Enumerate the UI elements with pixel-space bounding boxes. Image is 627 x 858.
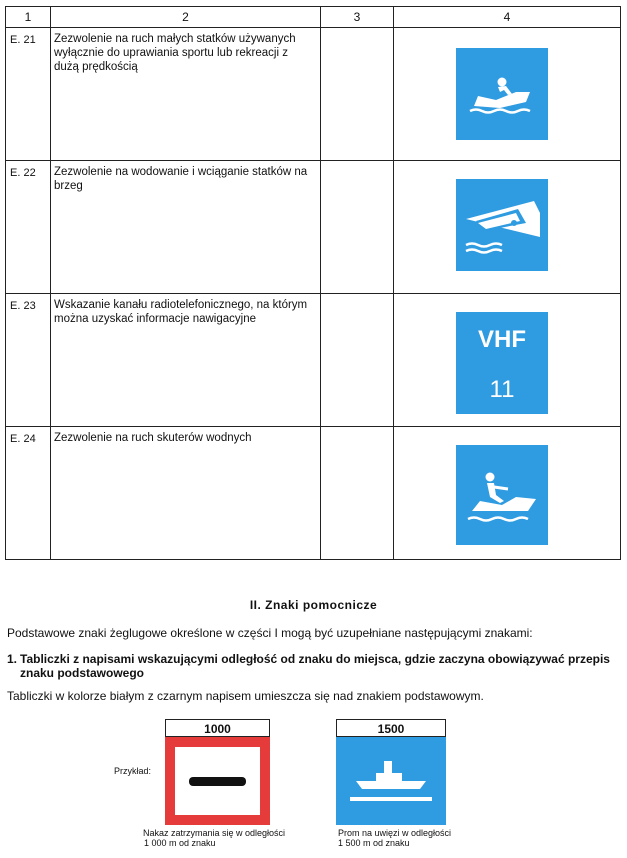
sign-description: Zezwolenie na wodowanie i wciąganie statków na brzeg [54, 166, 308, 192]
header-col-3: 3 [321, 7, 394, 28]
sign-description: Zezwolenie na ruch skuterów wodnych [54, 432, 252, 444]
paragraph-text: Tabliczki w kolorze białym z czarnym napisem umieszcza się nad znakiem podstawowym. [7, 689, 484, 703]
distance-plate-1500: 1500 [336, 719, 446, 737]
table-row [6, 161, 621, 294]
stop-sign [165, 737, 270, 825]
vhf-channel: 11 [489, 376, 515, 403]
sign-code: E. 21 [10, 34, 36, 46]
stop-bar-icon [189, 777, 246, 786]
section-title: II. Znaki pomocnicze [249, 598, 378, 612]
table-row [6, 28, 621, 161]
caption-sign2-line1: Prom na uwięzi w odległości [338, 828, 452, 838]
intro-text: Podstawowe znaki żeglugowe określone w części I mogą być uzupełniane następującymi znakami: [7, 626, 533, 640]
slipway-sign [456, 179, 548, 271]
vhf-label: VHF [478, 326, 526, 353]
slipway-icon [456, 179, 548, 271]
sign-code: E. 23 [10, 300, 36, 312]
header-col-2: 2 [51, 7, 321, 28]
empty-cell [321, 28, 394, 161]
caption-sign2-line2: 1 500 m od znaku [338, 838, 410, 848]
sign-description: Zezwolenie na ruch małych statków używanych wyłącznie do uprawiania sportu lub rekreacji z dużą prędkością [54, 33, 296, 73]
table-row [6, 427, 621, 560]
header-col-4: 4 [394, 7, 621, 28]
empty-cell [321, 427, 394, 560]
sign-description: Wskazanie kanału radiotelefonicznego, na którym można uzyskać informacje nawigacyjne [54, 299, 308, 325]
header-col-1: 1 [6, 7, 51, 28]
numbered-point [7, 652, 619, 680]
empty-cell [321, 294, 394, 427]
sign-code: E. 24 [10, 433, 36, 445]
vhf-sign [456, 312, 548, 414]
point-text: Tabliczki z napisami wskazującymi odległość od znaku do miejsca, gdzie zaczyna obowiązywać przepis znaku podstawowego [20, 652, 610, 680]
point-number: 1. [7, 652, 18, 666]
sign-code: E. 22 [10, 167, 36, 179]
table-header-row [6, 7, 621, 28]
empty-cell [321, 161, 394, 294]
ferry-sign [336, 737, 446, 825]
example-label: Przykład: [114, 766, 152, 776]
distance-plate-1000: 1000 [165, 719, 270, 737]
jet-ski-sign [456, 445, 548, 545]
signs-table [5, 6, 621, 560]
caption-sign1-line1: Nakaz zatrzymania się w odległości [143, 828, 286, 838]
caption-sign1 [143, 828, 285, 848]
caption-sign2 [338, 828, 451, 848]
table-row [6, 294, 621, 427]
speedboat-sign [456, 48, 548, 140]
speedboat-icon [456, 48, 548, 140]
ferry-icon [336, 737, 446, 825]
caption-sign1-line2: 1 000 m od znaku [144, 838, 216, 848]
jet-ski-icon [456, 445, 548, 545]
